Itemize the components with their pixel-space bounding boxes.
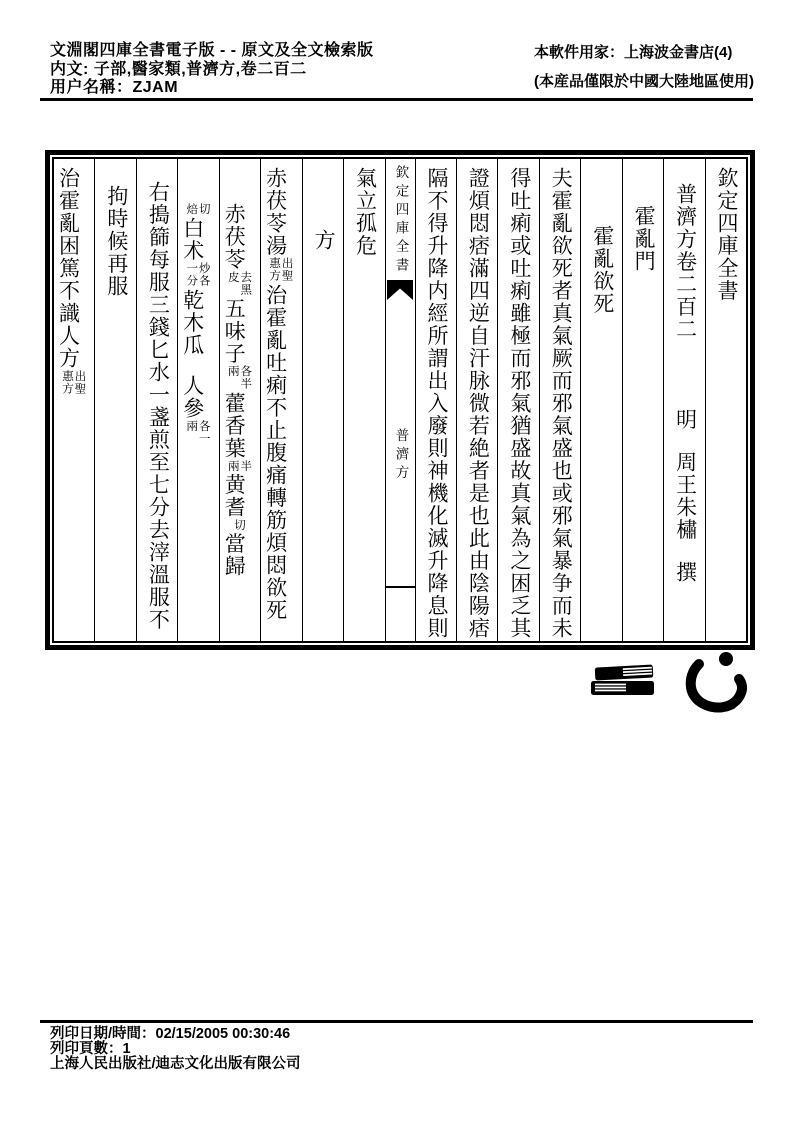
spacer	[685, 431, 686, 451]
text-grid	[52, 157, 748, 643]
print-datetime: 列印日期/時間：02/15/2005 00:30:46	[50, 1026, 291, 1042]
annotation-text: 各半兩	[226, 365, 254, 390]
footer	[50, 1027, 301, 1073]
user-name-line: 用户名稱：ZJAM	[50, 79, 179, 96]
banxin-text: 普濟方	[392, 428, 409, 484]
column-body-1	[539, 159, 580, 641]
column-text: 治霍亂困篤不識人方	[56, 167, 81, 370]
column-text: 拘時候再服	[104, 185, 129, 298]
column-text: 赤茯苓	[222, 203, 247, 271]
column-body-2	[497, 159, 538, 641]
spacer	[685, 541, 686, 561]
annotation-text: 出聖惠方	[268, 257, 295, 282]
column-ingredients-2	[177, 159, 218, 641]
column-text: 治霍亂吐痢不止腹痛轉筋煩悶欲死	[263, 284, 288, 622]
column-book-title	[705, 159, 746, 641]
publisher: 上海人民出版社/迪志文化出版有限公司	[50, 1056, 301, 1073]
spacer	[386, 300, 415, 428]
spacer	[386, 484, 415, 586]
column-text: 氣立孤危	[353, 167, 378, 257]
column-ingredients-1	[219, 159, 260, 641]
footer-divider	[40, 1020, 753, 1023]
fishtail-marker-icon	[387, 280, 413, 300]
ink-brush-mark-logo-icon	[683, 648, 753, 718]
column-volume-author	[663, 159, 704, 641]
spacer	[192, 357, 193, 375]
column-recipe-title	[260, 159, 301, 641]
column-text: 右搗篩每服三錢匕水一盞煎至七分去滓溫服不	[146, 181, 171, 631]
restriction-line: (本産品僅限於中國大陸地區使用)	[534, 73, 754, 90]
app-title: 文淵閣四庫全書電子版 - - 原文及全文檢索版	[50, 42, 374, 59]
column-text: 當歸	[222, 532, 247, 578]
annotation-text: 出聖惠方	[60, 369, 88, 395]
column-text: 霍亂欲死	[590, 225, 615, 315]
column-text: 普濟方卷二百二	[673, 183, 698, 341]
annotation-text: 切焙	[185, 203, 212, 216]
header-left	[50, 42, 374, 98]
column-heading-fang	[302, 159, 343, 641]
column-text: 明	[673, 408, 698, 431]
print-pages: 列印頁數：1	[50, 1041, 131, 1058]
content-path: 内文: 子部,醫家類,普濟方,卷二百二	[50, 60, 307, 78]
book-page-frame	[45, 150, 755, 650]
column-next-recipe	[54, 159, 94, 641]
column-instructions-2	[94, 159, 135, 641]
column-text: 隔不得升降内經所謂出入廢則神機化滅升降息則	[424, 167, 449, 640]
column-text: 五味子	[222, 297, 247, 365]
annotation-text: 各一兩	[185, 419, 212, 445]
annotation-text: 炒各一分	[185, 262, 212, 287]
column-section-heading	[622, 159, 663, 641]
column-text: 證煩悶痞滿四逆自汗脉微若絶者是也此由陰陽痞	[466, 167, 491, 640]
column-text: 得吐痢或吐痢雖極而邪氣猶盛故真氣為之困乏其	[507, 167, 532, 640]
licensee-line: 本軟件用家：上海波金書店(4)	[534, 44, 733, 61]
column-text: 赤茯苓湯	[263, 167, 288, 257]
column-body-3	[456, 159, 497, 641]
column-text: 白术	[180, 217, 205, 262]
banxin-divider-line	[386, 586, 415, 588]
banxin-text: 欽定四庫全書	[392, 165, 409, 276]
column-body-5	[343, 159, 384, 641]
column-text: 夫霍亂欲死者真氣厥而邪氣盛也或邪氣暴争而未	[549, 167, 574, 640]
column-text: 霍亂門	[632, 205, 657, 273]
column-text: 黄耆	[222, 473, 247, 519]
annotation-text: 切	[232, 518, 247, 531]
column-text: 欽定四庫全書	[715, 167, 739, 302]
column-text: 撰	[673, 561, 698, 584]
column-text: 方	[312, 229, 337, 252]
column-instructions-1	[136, 159, 177, 641]
annotation-text: 去黑皮	[226, 270, 254, 296]
stacked-books-logo-icon	[588, 663, 662, 701]
column-body-4	[415, 159, 456, 641]
spacer	[685, 341, 686, 409]
column-text: 藿香葉	[222, 392, 247, 460]
banxin-spine-column	[385, 159, 415, 641]
annotation-text: 半兩	[226, 459, 254, 472]
column-text: 乾木瓜	[180, 289, 205, 357]
header-right	[534, 44, 754, 90]
column-text: 周王朱橚	[673, 451, 698, 541]
column-text: 人參	[180, 374, 205, 420]
header-divider	[40, 98, 753, 101]
column-subsection-heading	[580, 159, 621, 641]
